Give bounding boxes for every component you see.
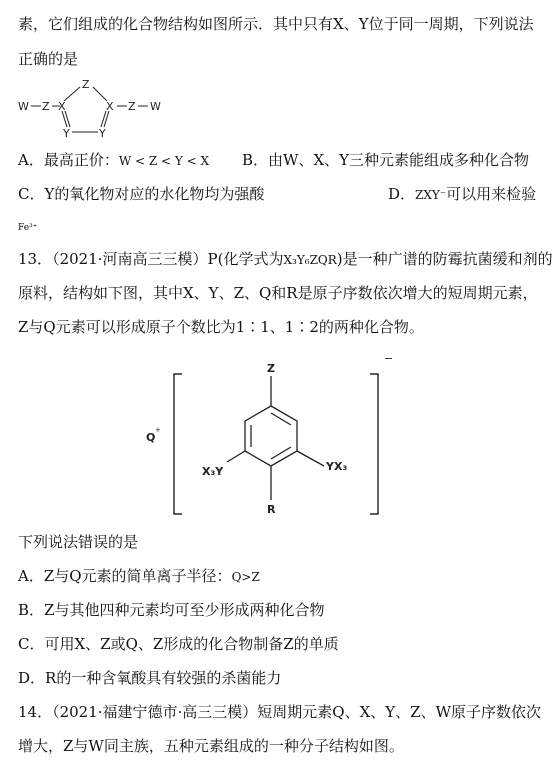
q13-option-d: D．R的一种含氧酸具有较强的杀菌能力 bbox=[18, 669, 282, 687]
substituent-z: Z bbox=[267, 362, 275, 375]
q12-option-a: A．最高正价：W < Z < Y < X bbox=[18, 151, 210, 169]
q13-option-a: A．Z与Q元素的简单离子半径：Q>Z bbox=[18, 567, 260, 585]
substituent-yx3: YX₃ bbox=[326, 460, 348, 473]
atom-z-left: Z bbox=[42, 100, 50, 113]
q13-option-b: B．Z与其他四种元素均可至少形成两种化合物 bbox=[18, 601, 325, 619]
q12-stem-line1: 素，它们组成的化合物结构如图所示．其中只有X、Y位于同一周期，下列说法 bbox=[18, 15, 534, 33]
q13-option-c: C．可用X、Z或Q、Z形成的化合物制备Z的单质 bbox=[18, 635, 339, 653]
substituent-x3y: X₃Y bbox=[202, 465, 224, 478]
q13-structure-figure bbox=[140, 350, 394, 525]
atom-w-right: W bbox=[150, 100, 161, 113]
q12-option-d-continuation: Fe³⁺ bbox=[18, 223, 38, 233]
atom-y-left: Y bbox=[63, 127, 70, 140]
q14-stem-line2: 增大，Z与W同主族，五种元素组成的一种分子结构如图。 bbox=[18, 737, 404, 755]
cation-q: Q bbox=[146, 431, 156, 444]
atom-z-right: Z bbox=[128, 100, 136, 113]
q12-option-b: B．由W、X、Y三种元素能组成多种化合物 bbox=[242, 151, 530, 169]
substituent-r: R bbox=[267, 503, 276, 516]
q12-option-c: C．Y的氧化物对应的水化物均为强酸 bbox=[18, 185, 265, 203]
q12-option-d: D．ZXY⁻可以用来检验 bbox=[388, 185, 537, 203]
atom-w-left: W bbox=[18, 100, 29, 113]
q13-stem-line2: 原料，结构如下图，其中X、Y、Z、Q和R是原子序数依次增大的短周期元素， bbox=[18, 284, 538, 302]
q14-stem-line1: 14．（2021·福建宁德市·高三三模）短周期元素Q、X、Y、Z、W原子序数依次 bbox=[18, 703, 542, 721]
q12-stem-line2: 正确的是 bbox=[18, 50, 79, 68]
q13-stem-line1: 13．（2021·河南高三三模）P(化学式为X₃Y₆ZQR)是一种广谱的防霉抗菌缓和剂的 bbox=[18, 250, 553, 268]
benzene-ring bbox=[245, 406, 297, 466]
atom-x-right: X bbox=[106, 100, 114, 113]
anion-charge: − bbox=[384, 352, 394, 365]
q13-stem-line3: Z与Q元素可以形成原子个数比为1∶1、1∶2的两种化合物。 bbox=[18, 318, 424, 336]
cation-charge: + bbox=[155, 426, 161, 434]
q12-structure-diagram bbox=[14, 76, 164, 142]
atom-y-right: Y bbox=[99, 127, 106, 140]
q13-question: 下列说法错误的是 bbox=[18, 533, 139, 551]
atom-x-left: X bbox=[58, 100, 66, 113]
atom-z-top: Z bbox=[82, 78, 90, 91]
